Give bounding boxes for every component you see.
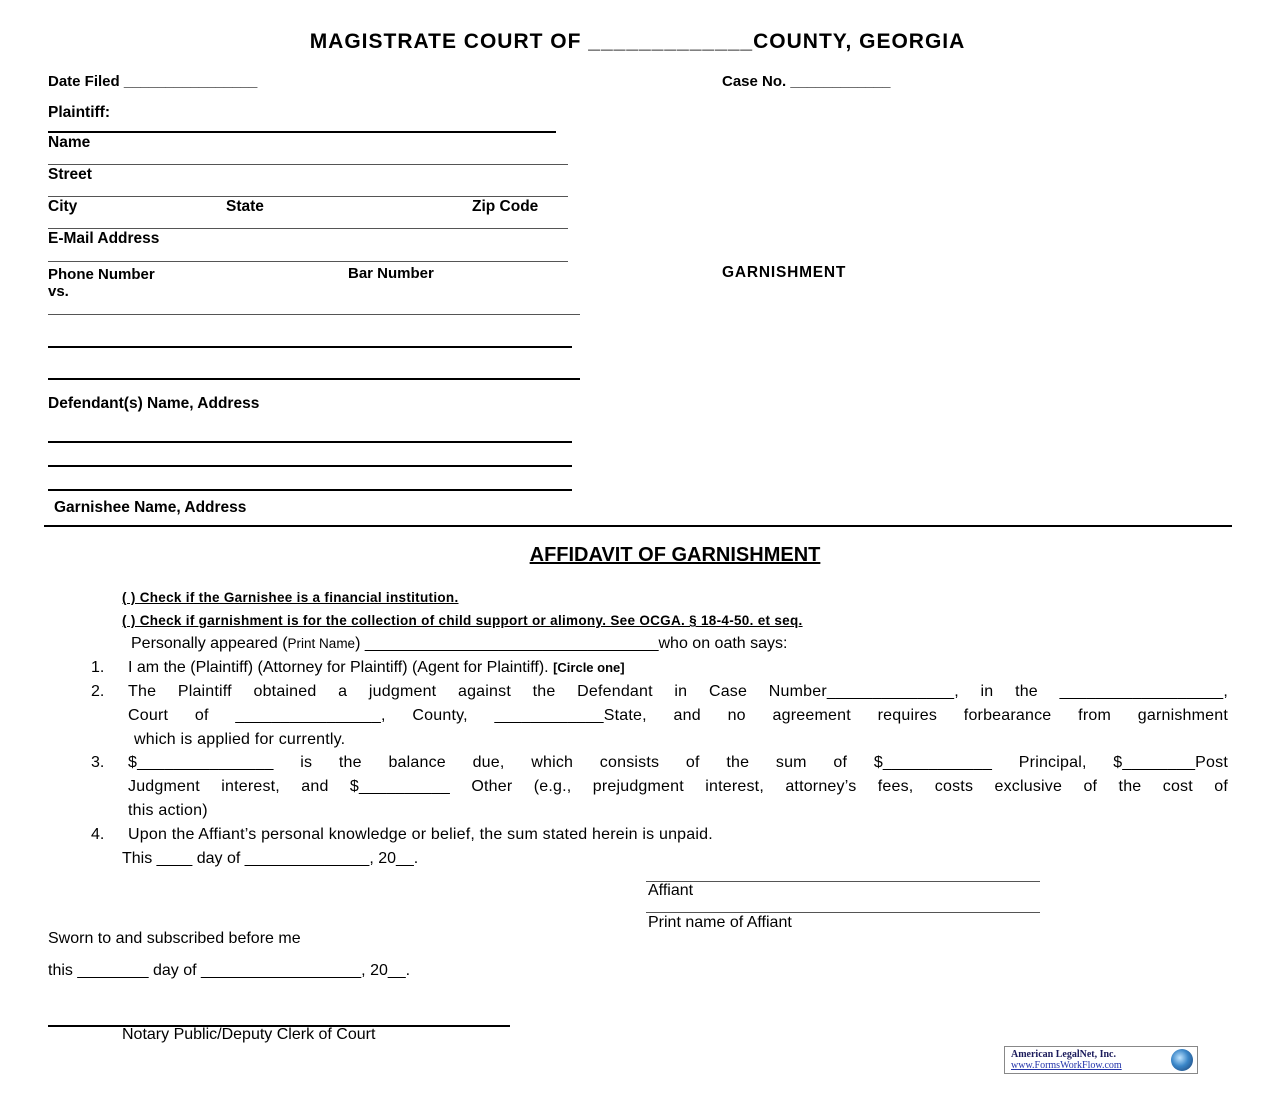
item-3-line-1: $_______________ is the balance due, which consists of the sum of $____________ Principal, $________Post [128,754,1228,771]
personally-appeared-line[interactable] [131,635,787,653]
defendant-line-2[interactable] [48,346,572,348]
logo-url-link[interactable]: www.FormsWorkFlow.com [1011,1060,1122,1071]
financial-institution-checkbox[interactable]: ( ) Check if the Garnishee is a financial institution. [122,590,459,605]
phone-line[interactable] [48,261,568,262]
sworn-statement: Sworn to and subscribed before me [48,930,301,947]
city-line[interactable] [48,196,568,197]
plaintiff-heading: Plaintiff: [48,104,110,121]
zip-label: Zip Code [472,198,539,215]
item-2-line-3: which is applied for currently. [134,731,346,748]
appeared-text-b: ) _________________________________who on oath says: [355,635,788,652]
item-1-number: 1. [91,659,105,676]
bar-number-label: Bar Number [348,265,434,282]
item-3-number: 3. [91,754,105,771]
item-4-text: Upon the Affiant’s personal knowledge or belief, the sum stated herein is unpaid. [128,826,713,843]
date-of-signing-line[interactable]: This ____ day of ______________, 20__. [122,850,419,867]
notary-label: Notary Public/Deputy Clerk of Court [122,1026,376,1043]
affiant-print-line[interactable] [646,912,1040,913]
garnishee-line-2[interactable] [48,465,572,467]
child-support-checkbox[interactable]: ( ) Check if garnishment is for the collection of child support or alimony. See OCGA. § 18-4-50. et seq. [122,613,803,628]
garnishee-label: Garnishee Name, Address [54,499,247,516]
page-title: MAGISTRATE COURT OF _____________COUNTY, GEORGIA [309,30,966,53]
case-number-field[interactable]: Case No. ____________ [722,73,891,90]
sworn-date-line[interactable]: this ________ day of __________________, 20__. [48,962,411,979]
defendant-label: Defendant(s) Name, Address [48,395,260,412]
item-2-number: 2. [91,683,105,700]
date-filed-field[interactable]: Date Filed ________________ [48,73,258,90]
item-4-number: 4. [91,826,105,843]
defendant-line-3[interactable] [48,378,580,380]
item-3-line-2: Judgment interest, and $__________ Other (e.g., prejudgment interest, attorney’s fees, costs exclusive of the cost of [128,778,1228,795]
garnishee-line-3[interactable] [48,489,572,491]
affiant-label: Affiant [648,882,694,899]
section-divider [44,525,1232,527]
phone-label: Phone Number [48,266,155,283]
plaintiff-name-label: Name [48,134,91,151]
item-1-body: I am the (Plaintiff) (Attorney for Plaintiff) (Agent for Plaintiff). [128,659,549,676]
street-label: Street [48,166,92,183]
street-line[interactable] [48,164,568,165]
logo-company-text: American LegalNet, Inc. [1011,1049,1116,1060]
appeared-text-a: Personally appeared ( [131,635,288,652]
affidavit-title: AFFIDAVIT OF GARNISHMENT [529,544,821,566]
print-name-hint: Print Name [287,636,356,651]
plaintiff-line[interactable] [48,131,556,133]
email-label: E-Mail Address [48,230,160,247]
defendant-line-1[interactable] [48,314,580,315]
affiant-signature-line[interactable] [646,881,1040,882]
print-affiant-label: Print name of Affiant [648,914,792,931]
item-1-text [128,659,625,677]
state-label: State [226,198,264,215]
garnishee-line-1[interactable] [48,441,572,443]
item-3-line-3: this action) [128,802,208,819]
circle-one-note: [Circle one] [553,660,625,675]
email-line[interactable] [48,228,568,229]
american-legalnet-logo[interactable] [1004,1046,1198,1074]
item-2-line-1: The Plaintiff obtained a judgment against the Defendant in Case Number______________, in the __________________, [128,683,1228,700]
item-2-line-2: Court of ________________, County, ____________State, and no agreement requires forbearance from garnishment [128,707,1228,724]
globe-icon [1171,1049,1193,1071]
versus-label: vs. [48,283,69,300]
city-label: City [48,198,78,215]
garnishment-side-label: GARNISHMENT [722,264,847,281]
